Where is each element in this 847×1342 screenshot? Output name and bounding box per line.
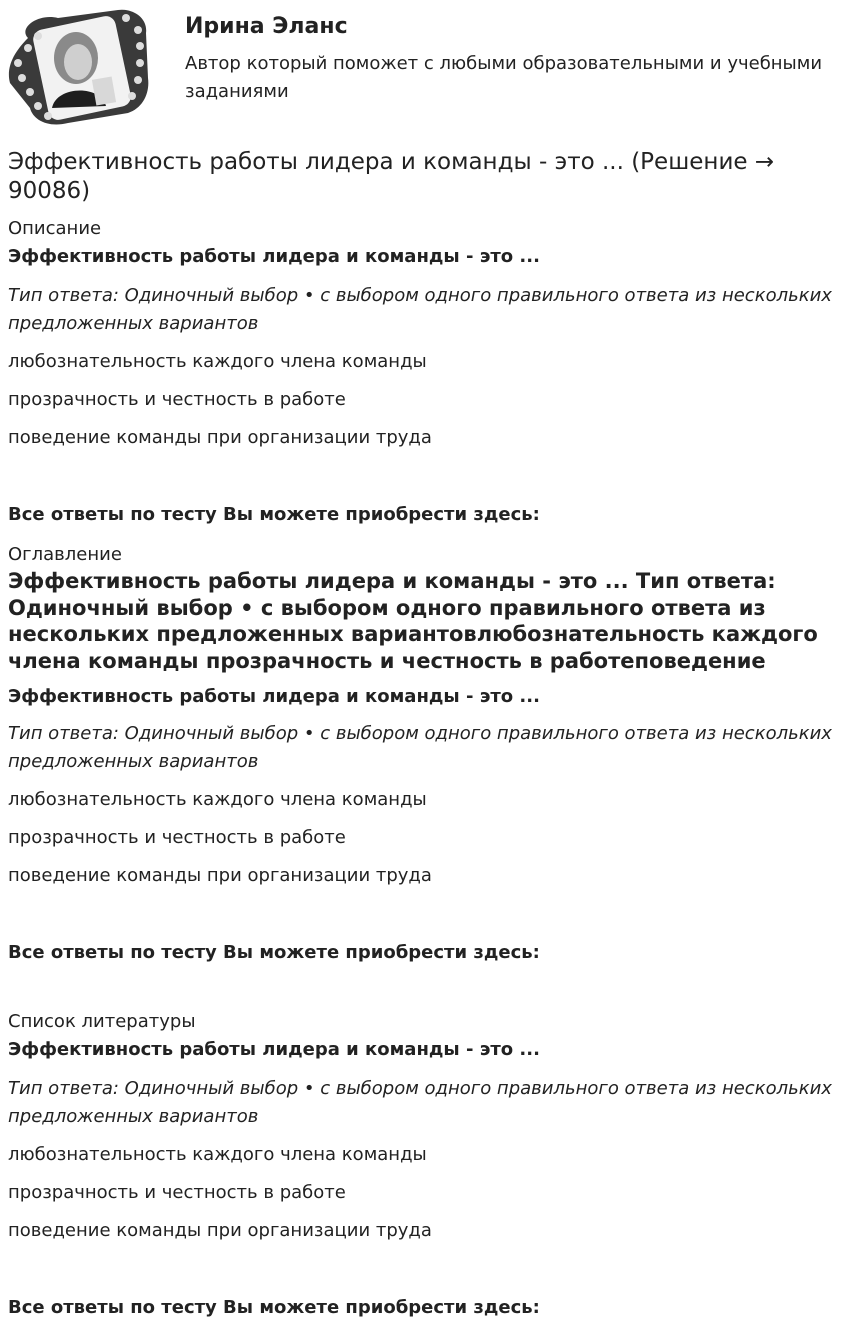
question-text: Эффективность работы лидера и команды - это ...: [8, 1039, 540, 1060]
author-name[interactable]: Ирина Эланс: [185, 14, 348, 39]
question-text: Эффективность работы лидера и команды - это ...: [8, 246, 540, 267]
option-item: прозрачность и честность в работе: [8, 1182, 346, 1203]
author-description: Автор который поможет с любыми образовательными и учебными заданиями: [185, 53, 823, 102]
description-section: [8, 216, 838, 528]
answer-type: Тип ответа: Одиночный выбор • с выбором одного правильного ответа из нескольких предложенных вариантов: [8, 1078, 832, 1127]
option-item: любознательность каждого члена команды: [8, 789, 427, 810]
literature-section: [8, 1009, 838, 1321]
page-title: Эффективность работы лидера и команды - это ... (Решение → 90086): [8, 149, 775, 204]
toc-label: Оглавление: [8, 544, 122, 565]
option-item: прозрачность и честность в работе: [8, 827, 346, 848]
description-label: Описание: [8, 218, 102, 239]
toc-heading: Эффективность работы лидера и команды - это ... Тип ответа: Одиночный выбор • с выбором одного правильного ответа из нескольких предложенных вариантовлюбознательность каждого члена команды прозрачность и честность в работеповедение: [8, 569, 818, 673]
buy-answers-link[interactable]: Все ответы по тесту Вы можете приобрести здесь:: [8, 504, 540, 525]
option-item: поведение команды при организации труда: [8, 865, 432, 886]
question-text: Эффективность работы лидера и команды - это ...: [8, 686, 540, 707]
literature-label: Список литературы: [8, 1011, 196, 1032]
option-item: любознательность каждого члена команды: [8, 1144, 427, 1165]
option-item: прозрачность и честность в работе: [8, 389, 346, 410]
option-item: поведение команды при организации труда: [8, 1220, 432, 1241]
option-item: любознательность каждого члена команды: [8, 351, 427, 372]
author-avatar: [8, 8, 150, 126]
author-header: [0, 0, 847, 140]
buy-answers-link[interactable]: Все ответы по тесту Вы можете приобрести здесь:: [8, 1297, 540, 1318]
toc-section: [8, 542, 838, 966]
option-item: поведение команды при организации труда: [8, 427, 432, 448]
answer-type: Тип ответа: Одиночный выбор • с выбором одного правильного ответа из нескольких предложенных вариантов: [8, 285, 832, 334]
answer-type: Тип ответа: Одиночный выбор • с выбором одного правильного ответа из нескольких предложенных вариантов: [8, 723, 832, 772]
buy-answers-link[interactable]: Все ответы по тесту Вы можете приобрести здесь:: [8, 942, 540, 963]
